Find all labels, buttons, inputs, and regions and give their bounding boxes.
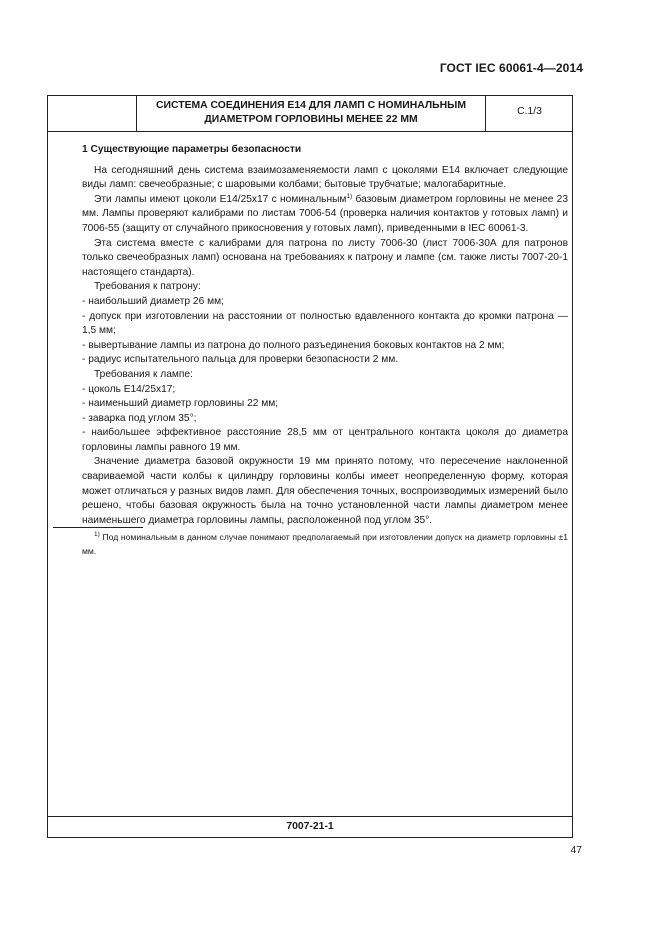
paragraph-4: Значение диаметра базовой окружности 19 мм принято потому, что пересечение наклоненной свариваемой части колбы к цилиндру горловины колбы имеет неопределенную форму, которая может отличаться у разных видов ламп. Для обеспечения точных, воспроизводимых измерений было решено, чтобы базовая окружность была на точно установленной части лампы диаметром менее наименьшего диаметра горловины лампы, расположенной под углом 35°. bbox=[82, 456, 568, 526]
main-text bbox=[82, 143, 568, 528]
sheet-footer bbox=[48, 816, 572, 838]
footnote bbox=[82, 531, 568, 558]
section-heading: 1 Существующие параметры безопасности bbox=[82, 144, 302, 155]
standard-code: ГОСТ IEC 60061-4—2014 bbox=[439, 61, 583, 75]
page-number: 47 bbox=[570, 845, 582, 856]
sheet-number: С.1/3 bbox=[517, 106, 542, 117]
paragraph-2-start: Эти лампы имеют цоколи Е14/25х17 с номинальным bbox=[94, 193, 347, 205]
holder-requirements-title: Требования к патрону: bbox=[94, 281, 201, 293]
header-left-cell bbox=[48, 96, 137, 131]
lamp-req-item: - цоколь Е14/25х17; bbox=[82, 383, 176, 395]
sheet-title bbox=[137, 99, 485, 126]
sheet-header bbox=[48, 96, 572, 132]
lamp-req-item: - наименьший диаметр горловины 22 мм; bbox=[82, 398, 279, 410]
paragraph-2-end: базовым диаметром горловины не менее 23 мм. Лампы проверяют калибрами по листам 7006-54 (проверка наличия контактов у готовых ламп) и 7006-55 (защиту от случайного прикосновения у готовых ламп), приведенными в IEC 60061-3. bbox=[82, 193, 568, 234]
paragraph-1: На сегодняшний день система взаимозаменяемости ламп с цоколями Е14 включает следующие виды ламп: свечеобразные; с шаровыми колбами; бытовые трубчатые; малогабаритные. bbox=[82, 164, 568, 191]
lamp-requirements-title: Требования к лампе: bbox=[94, 368, 193, 380]
paragraph-3: Эта система вместе с калибрами для патрона по листу 7006-30 (лист 7006-30А для патронов только свечеобразных ламп) основана на требованиях к патрону и лампе (см. также листы 7007-20-1 настоящего стандарта). bbox=[82, 237, 568, 278]
sheet-id: 7007-21-1 bbox=[286, 821, 334, 832]
footnote-divider bbox=[53, 527, 143, 528]
sheet-title-line2: ДИАМЕТРОМ ГОРЛОВИНЫ МЕНЕЕ 22 ММ bbox=[204, 113, 418, 125]
footnote-ref[interactable]: 1) bbox=[346, 192, 353, 200]
holder-req-item: - допуск при изготовлении на расстоянии от полностью вдавленного контакта до кромки патрона — 1,5 мм; bbox=[82, 310, 568, 337]
holder-req-item: - вывертывание лампы из патрона до полного разъединения боковых контактов на 2 мм; bbox=[82, 339, 505, 351]
sheet-title-line1: СИСТЕМА СОЕДИНЕНИЯ Е14 ДЛЯ ЛАМП С НОМИНАЛЬНЫМ bbox=[156, 100, 466, 111]
paragraph-2 bbox=[82, 193, 568, 237]
lamp-req-item: - наибольшее эффективное расстояние 28,5 мм от центрального контакта цоколя до диаметра горловины лампы равного 19 мм. bbox=[82, 427, 568, 453]
header-right-cell bbox=[485, 96, 573, 131]
footnote-marker: 1) bbox=[94, 531, 100, 538]
sheet-frame bbox=[47, 95, 573, 838]
footnote-text bbox=[82, 531, 568, 558]
footnote-body: Под номинальным в данном случае понимают предполагаемый при изготовлении допуск на диаметр горловины ±1 мм. bbox=[82, 532, 568, 556]
lamp-req-item: - заварка под углом 35°; bbox=[82, 412, 197, 424]
holder-req-item: - наибольший диаметр 26 мм; bbox=[82, 295, 224, 307]
holder-req-item: - радиус испытательного пальца для проверки безопасности 2 мм. bbox=[82, 354, 399, 366]
